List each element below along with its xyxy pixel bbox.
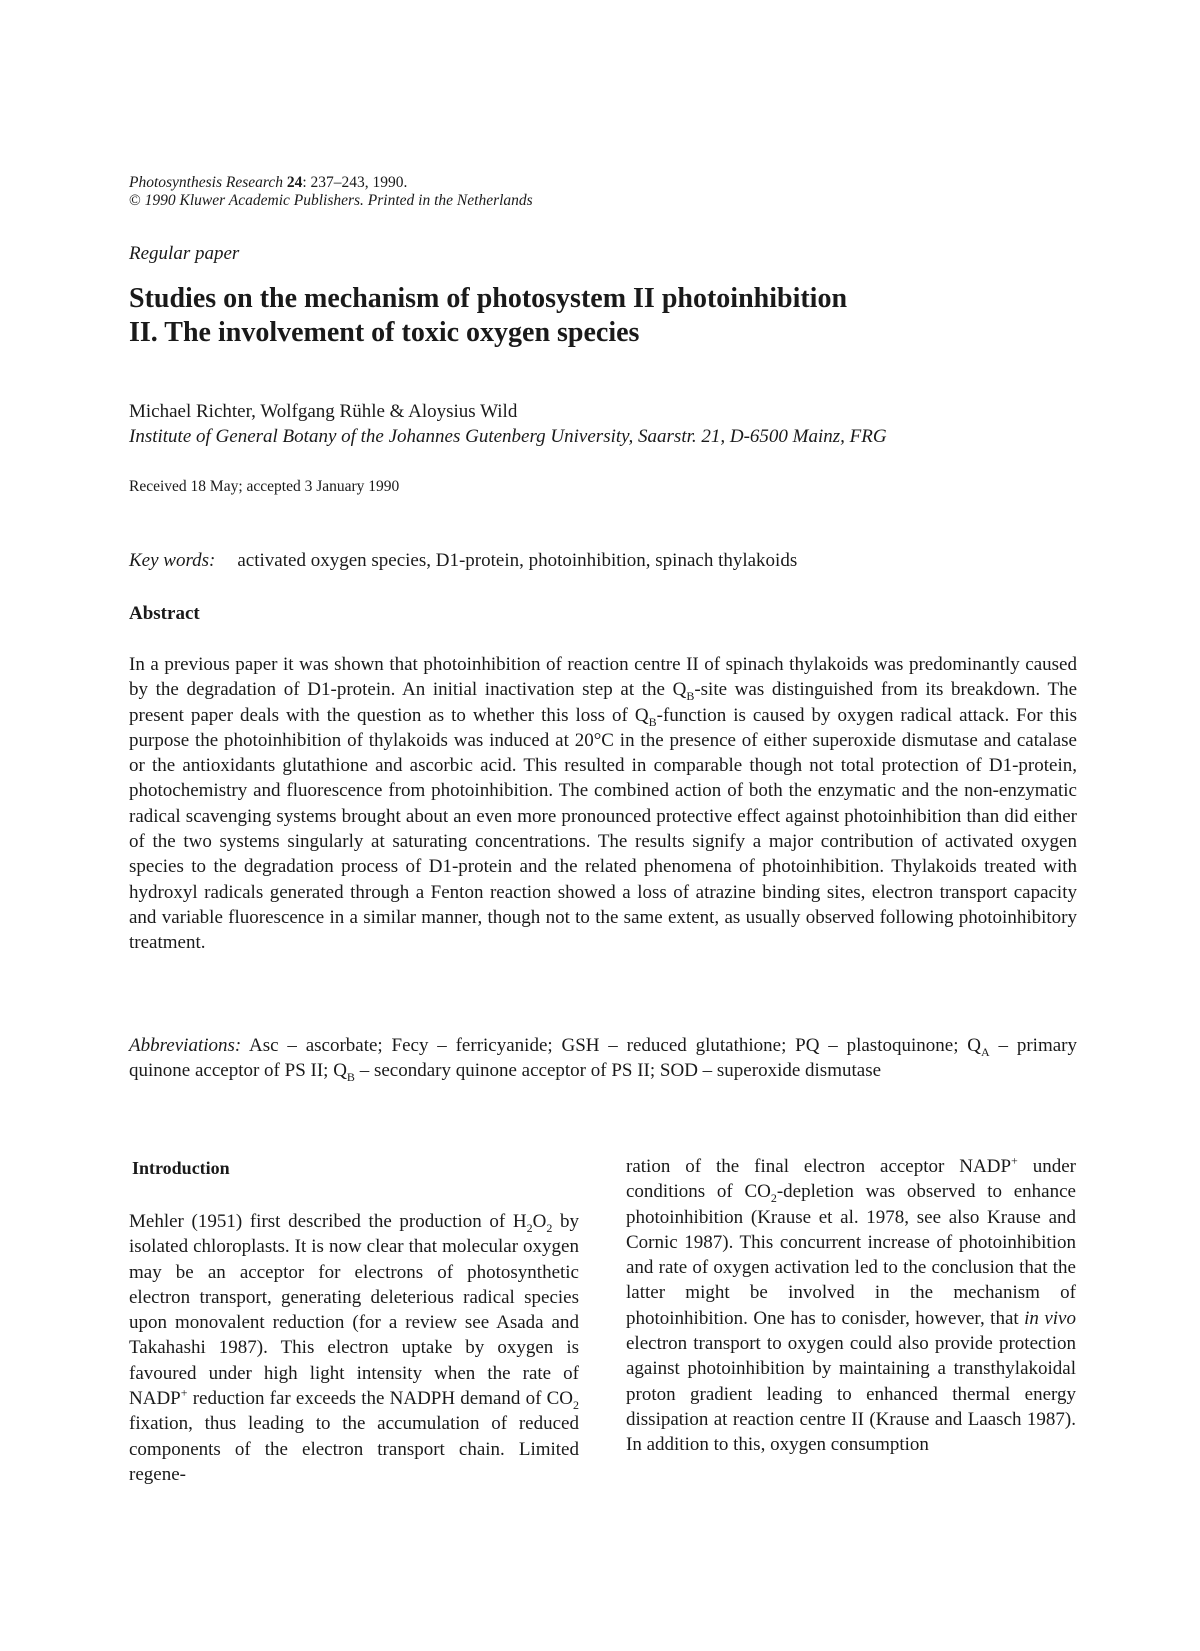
subscript: 2 [546,1220,553,1235]
title-line-2: II. The involvement of toxic oxygen species [129,317,640,348]
abstract-text [129,652,1077,956]
copyright-symbol: © [129,192,141,209]
abstract-part: In a previous paper it was shown that photoinhibition of reaction centre II of spinach thylakoids was predominantly caused by the degradation of D1-protein. An initial inactivation step at the Q [129,654,1077,701]
title-line-1: Studies on the mechanism of photosystem II photoinhibition [129,283,848,314]
journal-pages: : 237–243, 1990. [302,174,408,191]
text-run: under conditions of CO [626,1156,1076,1203]
keywords-text: activated oxygen species, D1-protein, photoinhibition, spinach thylakoids [237,550,798,571]
superscript: + [180,1385,188,1400]
copyright-line [129,192,533,210]
copyright-text: 1990 Kluwer Academic Publishers. Printed in the Netherlands [144,192,533,209]
affiliation: Institute of General Botany of the Johannes Gutenberg University, Saarstr. 21, D-6500 Mainz, FRG [129,426,887,447]
subscript: A [981,1044,990,1059]
journal-line [129,174,533,192]
subscript: B [346,1069,355,1084]
abstract-part: -function is caused by oxygen radical attack. For this purpose the photoinhibition of thylakoids was induced at 20°C in the presence of either superoxide dismutase and catalase or the antioxidants glutathione and ascorbic acid. This resulted in comparable though not total protection of D1-protein, photochemistry and fluorescence from photoinhibition. The combined action of both the enzymatic and the non-enzymatic radical scavenging systems brought about an even more pronounced protective effect against photoinhibition than did either of the two systems singularly at saturating concentrations. The results signify a major contribution of activated oxygen species to the degradation process of D1-protein and the related phenomena of photoinhibition. Thylakoids treated with hydroxyl radicals generated through a Fenton reaction showed a loss of atrazine binding sites, electron transport capacity and variable fluorescence in a similar manner, though not to the same extent, as usually observed following photoinhibitory treatment. [129,704,1077,954]
text-run: fixation, thus leading to the accumulation of reduced components of the electron transport chain. Limited regene- [129,1413,579,1485]
introduction-heading: Introduction [132,1158,230,1178]
keywords [129,550,797,572]
authors: Michael Richter, Wolfgang Rühle & Aloysius Wild [129,401,518,422]
superscript: + [1011,1153,1018,1168]
abbreviations-part: – primary quinone acceptor of PS II; Q [129,1035,1077,1081]
journal-citation [129,174,533,210]
journal-name: Photosynthesis Research [129,174,283,191]
subscript: 2 [526,1220,533,1235]
paper-title [129,282,847,350]
italic-run: in vivo [1024,1307,1076,1329]
keywords-label: Key words: [129,550,216,571]
received-date: Received 18 May; accepted 3 January 1990 [129,478,400,495]
subscript: B [648,714,657,729]
journal-volume: 24 [286,174,303,191]
text-run: electron transport to oxygen could also provide protection against photoinhibition by maintaining a transthylakoidal proton gradient leading to enhanced thermal energy dissipation at reaction centre II (Krause and Laasch 1987). In addition to this, oxygen consumption [626,1333,1076,1456]
subscript: 2 [573,1397,579,1412]
abstract-heading: Abstract [129,603,200,624]
abbreviations-part: Asc – ascorbate; Fecy – ferricyanide; GSH – reduced glutathione; PQ – plastoquinone; Q [241,1035,982,1056]
abbreviations-label: Abbreviations: [129,1035,242,1056]
subscript: 2 [770,1191,777,1206]
abbreviations-part: – secondary quinone acceptor of PS II; SOD – superoxide dismutase [354,1060,882,1081]
text-run: -depletion was observed to enhance photoinhibition (Krause et al. 1978, see also Krause and Cornic 1987). This concurrent increase of photoinhibition and rate of oxygen activation led to the conclusion that the latter might be involved in the mechanism of photoinhibition. One has to conisder, however, that [626,1181,1076,1329]
text-run: reduction far exceeds the NADPH demand of CO [187,1388,573,1410]
abbreviations [129,1033,1077,1083]
text-run: ration of the final electron acceptor NADP [626,1156,1012,1177]
text-run: Mehler (1951) first described the production of H [129,1211,527,1232]
abstract-part: -site was distinguished from its breakdown. The present paper deals with the question as to whether this loss of Q [129,679,1077,726]
introduction-left-column [129,1209,579,1487]
text-run: O [532,1211,547,1232]
introduction-right-column [626,1154,1076,1458]
paper-type: Regular paper [129,243,240,264]
text-run: by isolated chloroplasts. It is now clear that molecular oxygen may be an acceptor for electrons of photosynthetic electron transport, generating deleterious radical species upon monovalent reduction (for a review see Asada and Takahashi 1987). This electron uptake by oxygen is favoured under high light intensity when the rate of NADP [129,1211,579,1410]
subscript: B [686,689,695,704]
